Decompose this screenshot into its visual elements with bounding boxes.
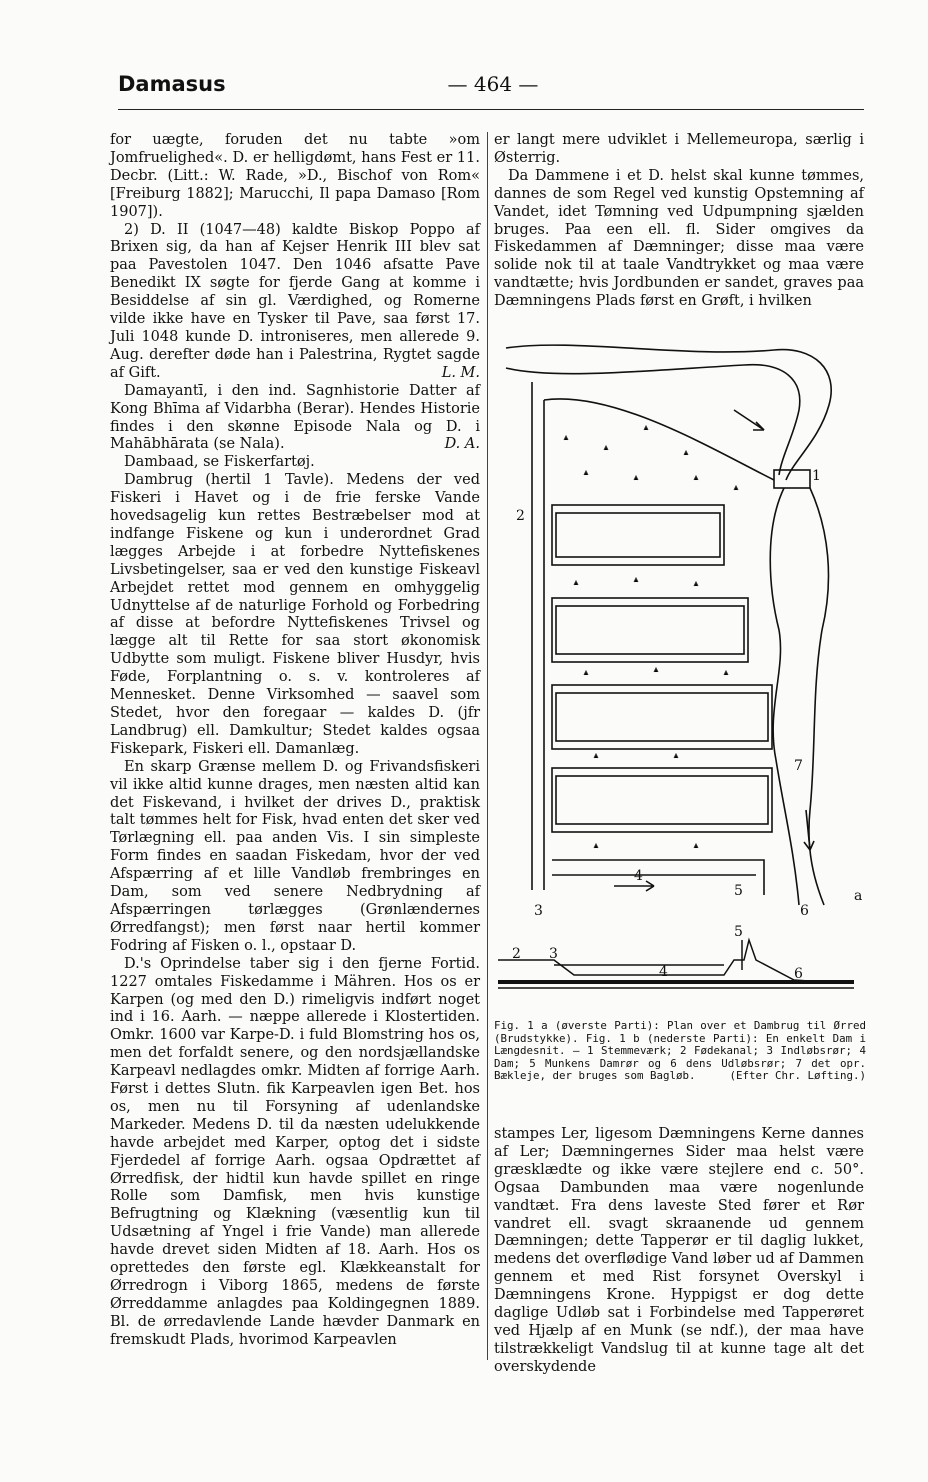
grass-marks	[564, 426, 738, 848]
pond-3-inner	[556, 693, 768, 741]
paragraph-oprindelse: D.'s Oprindelse taber sig i den fjerne Fortid. 1227 omtales Fiskedamme i Mähren. Hos os er Karpen (og med den D.) rimeligvis indført noget ind i 16. Aarh. — næppe allerede i Klostertiden. Omkr. 1600 var Karpe-D. i fuld Blomstring hos os, men det forfaldt senere, og den nordsjællandske Karpeavl nedlagdes omkr. Midten af forrige Aarh. Først i dettes Slutn. fik Karpeavlen igen Bet. hos os, men nu til Forsyning af udenlandske Markeder. Medens D. til da næsten udelukkende havde arbejdet med Karper, optog det i sidste Fjerdedel af forrige Aarh. ogsaa Opdrættet af Ørredfisk, der hidtil kun havde spillet en ringe Rolle som Damfisk, men hvis kunstige Befrugtning og Klækning (væsentlig kun til Udsætning af Yngel i frie Vande) man allerede havde drevet siden Midten af 18. Aarh. Hos os oprettedes den første egl. Klækkeanstalt for Ørredrogn i Viborg 1865, medens de første Ørreddamme anlagdes paa Koldingegnen 1889. Bl. de ørredavlende Lande hævder Danmark en fremskudt Plads, hvorimod Karpeavlen	[110, 955, 480, 1348]
signature-da: D. A.	[444, 436, 480, 453]
section-label-3: 3	[549, 946, 558, 962]
plan-label-7: 7	[794, 758, 803, 774]
pond-4	[552, 768, 772, 832]
stream-bed-right	[809, 488, 829, 905]
pond-3	[552, 685, 772, 749]
paragraph-graense: En skarp Grænse mellem D. og Frivandsfiskeri vil ikke altid kunne drages, men næsten altid kan det Fiskevand, i hvilket der drives D., praktisk talt tømmes helt for Fisk, hvad enten det sker ved Tørlægning ell. paa anden Vis. I sin simpleste Form findes en saadan Fiskedam, hvor der ved Afspærring af et lille Vandløb frembringes en Dam, som ved senere Nedbrydning af Afspærringen tørlægges (Grønlændernes Ørredfangst); men først naar hertil kommer Fodring af Fisken o. l., opstaar D.	[110, 758, 480, 954]
caption-credit: (Efter Chr. Løfting.)	[729, 1069, 866, 1083]
paragraph-mellemeuropa: er langt mere udviklet i Mellemeuropa, særlig i Østerrig.	[494, 132, 864, 166]
plan-label-3: 3	[534, 903, 543, 919]
signature-lm: L. M.	[441, 364, 480, 381]
plan-label-5: 5	[734, 883, 743, 899]
dambrug-figure	[494, 330, 866, 1020]
plan-label-6: 6	[800, 903, 809, 919]
pond-2-inner	[556, 606, 744, 654]
paragraph-dammene: Da Dammene i et D. helst skal kunne tømmes, dannes de som Regel ved kunstig Opstemning af Vandet, idet Tømning ved Udpumpning sjælden bruges. Paa een ell. fl. Sider omgives da Fiskedammen af Dæmninger; disse maa være solide nok til at taale Vandtrykket og maa være vandtætte; hvis Jordbunden er sandet, graves paa Dæmningens Plads først en Grøft, i hvilken	[494, 167, 864, 310]
embankment	[544, 399, 774, 480]
caption-text: Fig. 1 a (øverste Parti): Plan over et Dambrug til Ørred (Brudstykke). Fig. 1 b (nederste Parti): En enkelt Dam i Længdesnit. — 1 Stemmeværk; 2 Fødekanal; 3 Indløbsrør; 4 Dam; 5 Munkens Damrør og 6 dens Udløbsrør; 7 det opr. Bækleje, der bruges som Bagløb. (Efter Chr. Løfting.)	[494, 1019, 866, 1083]
column-divider	[487, 132, 488, 1360]
plan-label-1: 1	[812, 468, 821, 484]
header-rule	[118, 109, 864, 110]
pond-5	[552, 860, 764, 895]
pond-2	[552, 598, 748, 662]
paragraph-damayanti: Damayantī, i den ind. Sagnhistorie Datter af Kong Bhīma af Vidarbha (Berar). Hendes Historie findes i den skønne Episode Nala og D. i Mahābhārata (se Nala). D. A.	[110, 382, 480, 453]
paragraph-damasus-1: for uægte, foruden det nu tabte »om Jomfruelighed«. D. er helligdømt, hans Fest er 11. Decbr. (Litt.: W. Rade, »D., Bischof von Rom« [Freiburg 1882]; Marucchi, Il papa Damaso [Rom 1907]).	[110, 132, 480, 220]
section-label-4: 4	[659, 964, 668, 980]
right-column-bottom	[494, 1126, 864, 1377]
stream-bed-left	[770, 488, 799, 905]
right-column-top	[494, 132, 864, 311]
page-number: — 464 —	[447, 72, 539, 96]
page-header	[118, 72, 864, 102]
section-label-5: 5	[734, 924, 743, 940]
flow-arrow-top	[734, 410, 764, 430]
stream-bottom-bank	[506, 365, 800, 475]
paragraph-dambaad: Dambaad, se Fiskerfartøj.	[124, 454, 315, 471]
paragraph-damasus-2: 2) D. II (1047—48) kaldte Biskop Poppo af Brixen sig, da han af Kejser Henrik III blev sat paa Pavestolen 1047. Den 1046 afsatte Pave Benedikt IX søgte for fjerde Gang at komme i Besiddelse af sin gl. Værdighed, og Romerne vilde ikke have en Tysker til Pave, saa først 17. Juli 1048 kunde D. introniseres, men allerede 9. Aug. derefter døde han i Palestrina, Rygtet sagde af Gift. L. M.	[110, 221, 480, 381]
figure-caption	[494, 1020, 866, 1083]
paragraph-stampes: stampes Ler, ligesom Dæmningens Kerne dannes af Ler; Dæmningernes Sider maa helst være græsklædte og ikke være stejlere end c. 50°. Ogsaa Dambunden maa være nogenlunde vandtæt. Fra dens laveste Sted fører et Rør vandret ell. svagt skraanende ud gennem Dæmningen; dette Tapperør er til daglig lukket, medens det overflødige Vand løber ud af Dammen gennem et med Rist forsynet Overskyl i Dæmningens Krone. Hyppigst er dog dette daglige Udløb sat i Forbindelse med Tapperøret ved Hjælp af en Munk (se ndf.), der maa have tilstrækkeligt Vandslug til at kunne tage alt det overskydende	[494, 1126, 864, 1375]
paragraph-dambrug: Dambrug (hertil 1 Tavle). Medens der ved Fiskeri i Havet og i de frie ferske Vande hovedsagelig kun rettes Bestræbelser mod at indfange Fiskene og kun i underordnet Grad lægges Arbejde i at forbedre Nyttefiskenes Livsbetingelser, saa er ved den kunstige Fiskeavl Arbejdet rettet mod gennem en omhyggelig Udnyttelse af de naturlige Forhold og Forbedring af disse at befordre Nyttefiskenes Trivsel og lægge alt til Rette for saa stort økonomisk Udbytte som muligt. Fiskene bliver Husdyr, hvis Føde, Forplantning o. s. v. kontroleres af Mennesket. Denne Virksomhed — saavel som Stedet, hvor den foregaar — kaldes D. (jfr Landbrug) ell. Damkultur; Stedet kaldes ogsaa Fiskepark, Fiskeri ell. Damanlæg.	[110, 472, 480, 757]
plan-label-a: a	[854, 888, 863, 904]
plan-label-4: 4	[634, 868, 643, 884]
pond-4-inner	[556, 776, 768, 824]
pond-1-inner	[556, 513, 720, 557]
plan-view	[506, 345, 831, 905]
section-label-6: 6	[794, 966, 803, 982]
plan-label-2: 2	[516, 508, 525, 524]
pond-1	[552, 505, 724, 565]
running-title: Damasus	[118, 72, 226, 96]
left-column	[110, 132, 480, 1350]
section-label-2: 2	[512, 946, 521, 962]
